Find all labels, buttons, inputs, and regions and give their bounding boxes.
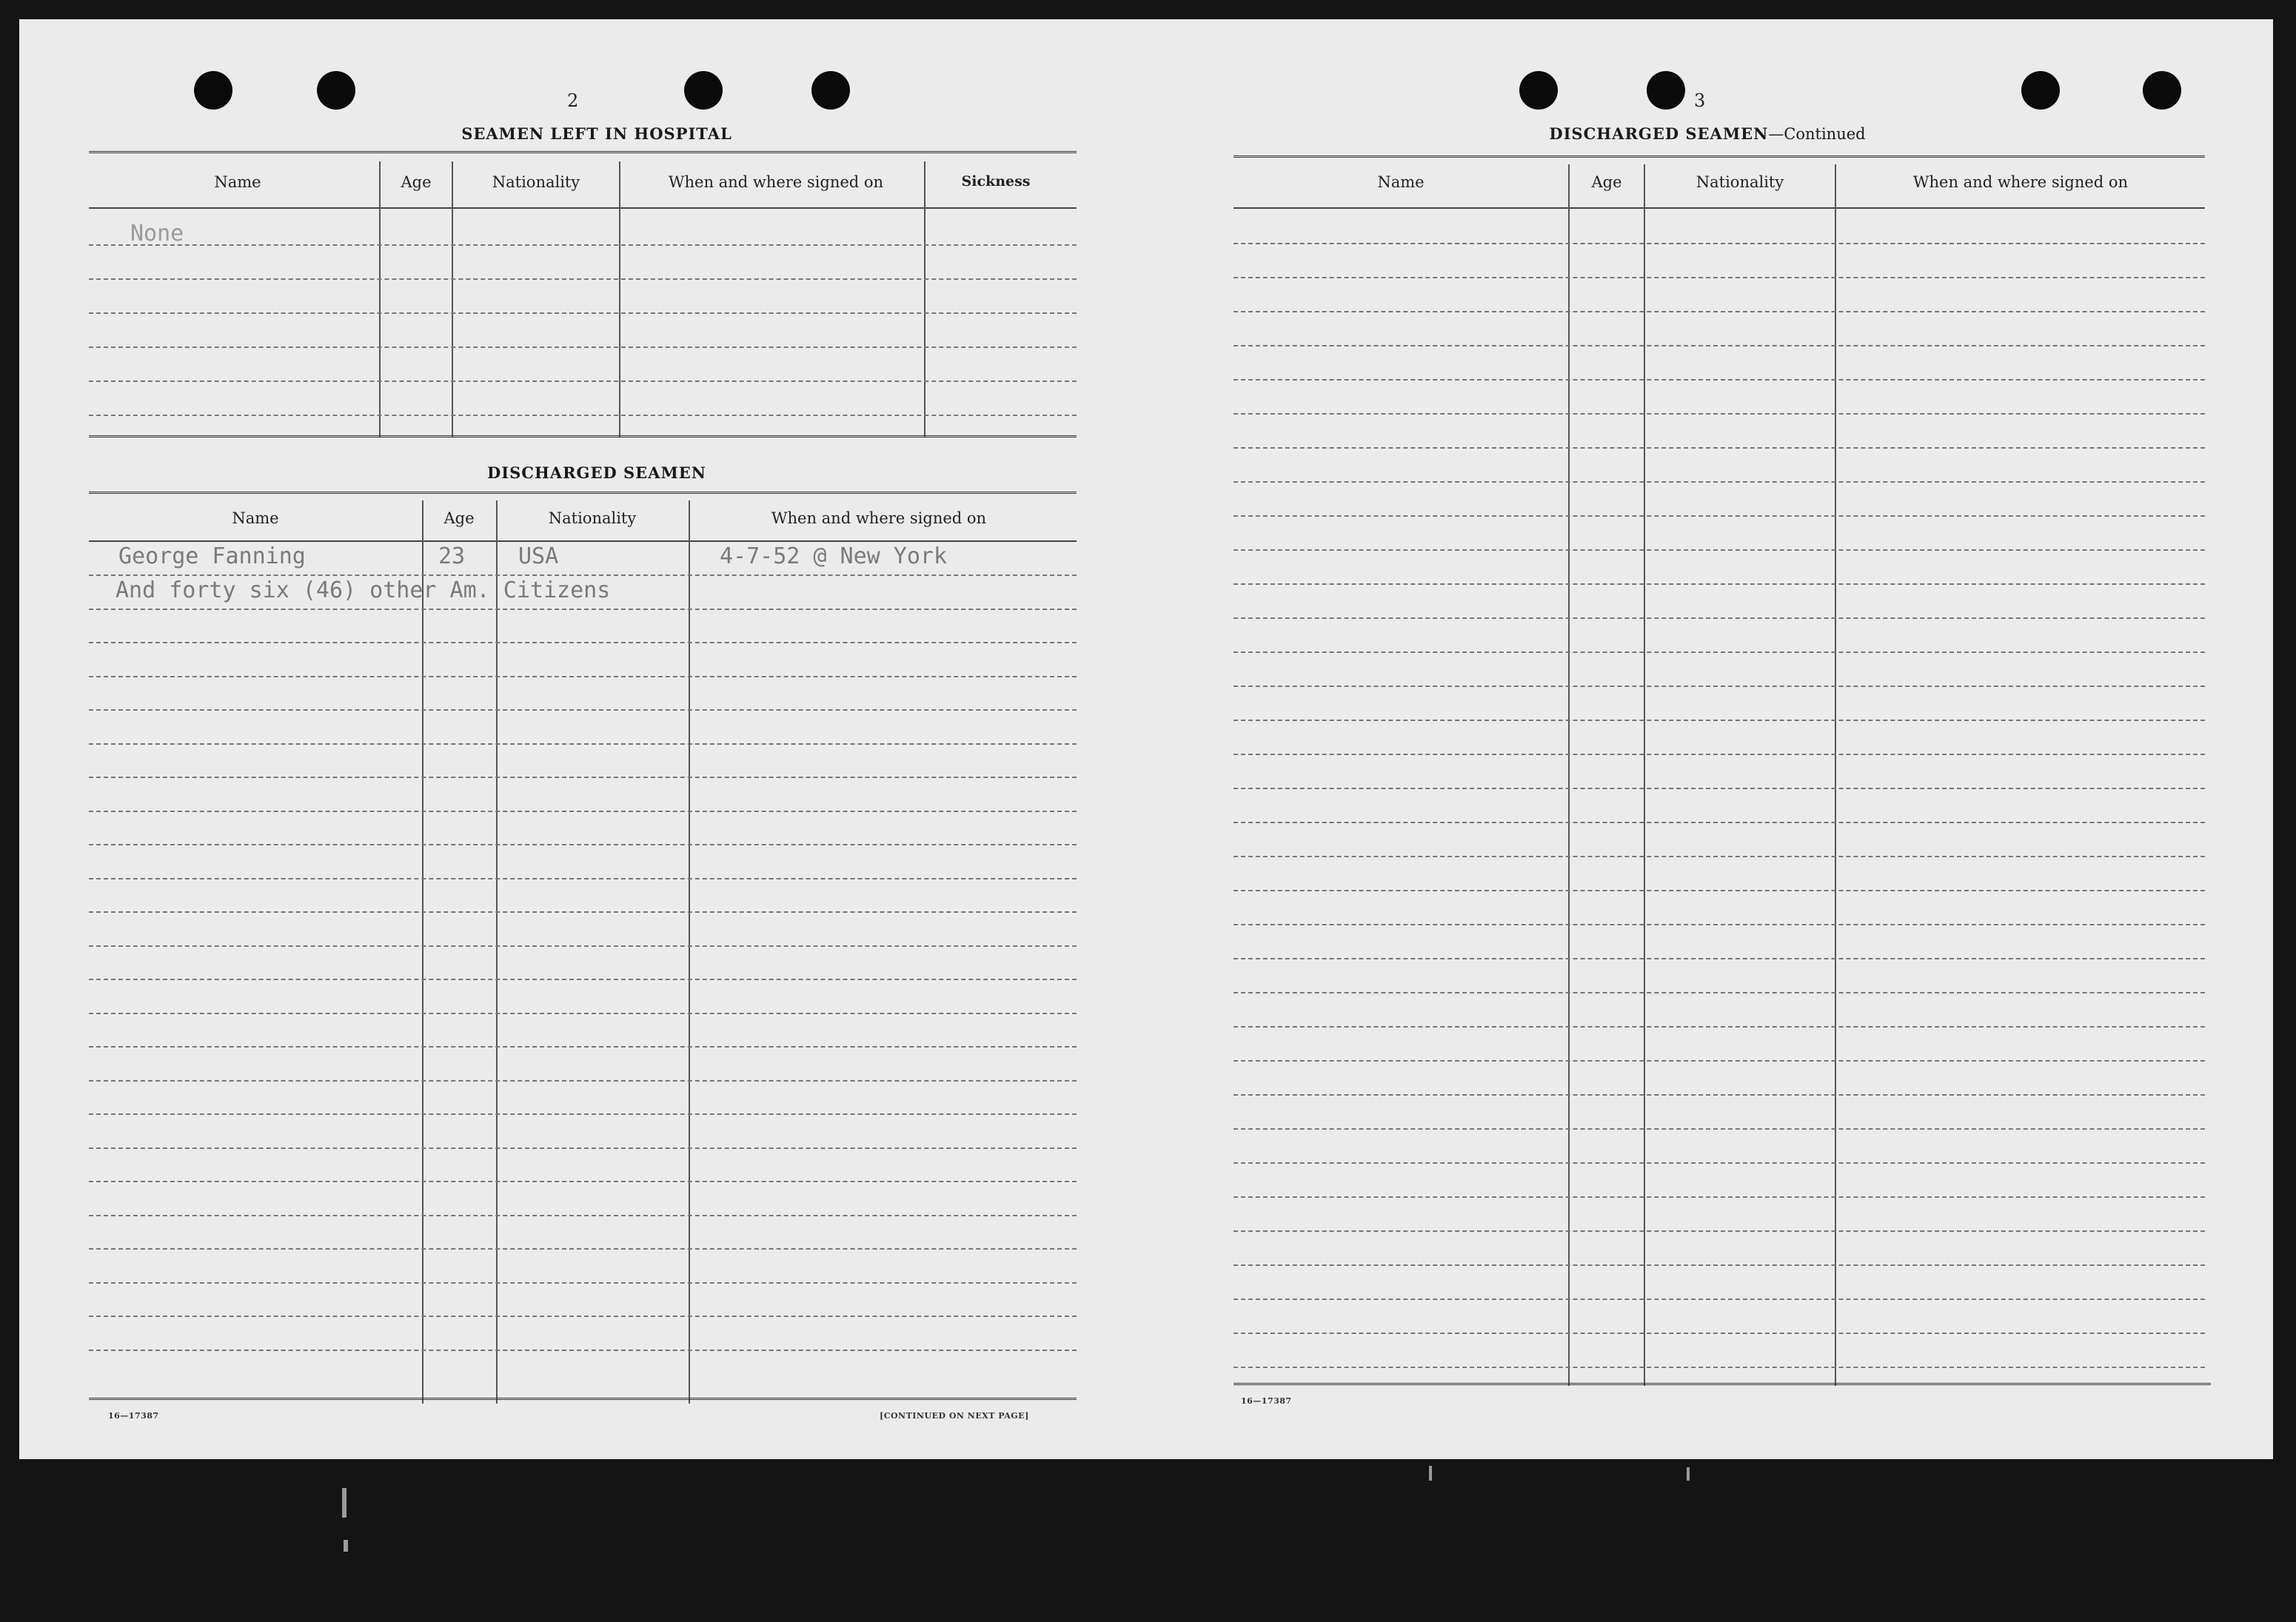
ruled-line [89, 709, 1077, 711]
ruled-line [1234, 1367, 2205, 1368]
discharged-column-divider [689, 500, 690, 1404]
ruled-line [1234, 720, 2205, 721]
hospital-top-rule [89, 151, 1077, 155]
ruled-line [89, 574, 1077, 576]
ruled-line [89, 1046, 1077, 1048]
punch-hole [2143, 71, 2181, 110]
ruled-line [89, 1013, 1077, 1014]
continued-section-title [1219, 124, 2196, 143]
ruled-line [1234, 583, 2205, 585]
ledger-spread [19, 19, 2273, 1459]
ruled-line [1234, 549, 2205, 551]
discharged-column-divider [496, 500, 498, 1404]
right-column-divider [1568, 164, 1570, 1386]
ruled-line [1234, 856, 2205, 857]
ruled-line [1234, 992, 2205, 993]
right-header-signed-on: When and where signed on [1912, 173, 2129, 191]
hospital-column-divider [452, 161, 453, 437]
hospital-header-nationality: Nationality [492, 173, 580, 191]
ruled-line [89, 777, 1077, 778]
ruled-line [1234, 651, 2205, 653]
ruled-line [1234, 1264, 2205, 1266]
ruled-line [1234, 788, 2205, 789]
page-number: 2 [567, 90, 579, 111]
left-bottom-rule [89, 1398, 1077, 1402]
ruled-line [1234, 1094, 2205, 1096]
hospital-bottom-rule [89, 435, 1077, 440]
ruled-line [1234, 822, 2205, 823]
hospital-column-divider [924, 161, 926, 437]
background-speck [1687, 1467, 1690, 1481]
ruled-line [89, 1248, 1077, 1250]
seaman-signed-on: 4-7-52 @ New York [720, 543, 948, 569]
punch-hole [811, 71, 850, 110]
seaman-nationality: USA [518, 543, 559, 569]
ruled-line [89, 1316, 1077, 1317]
ruled-line [89, 1181, 1077, 1182]
discharged-header-age: Age [444, 509, 475, 527]
background-speck [344, 1540, 348, 1552]
hospital-column-divider [619, 161, 620, 437]
hospital-column-divider [379, 161, 381, 437]
discharged-header-rule [89, 540, 1077, 542]
hospital-row-line [89, 381, 1077, 382]
ruled-line [1234, 958, 2205, 959]
right-form-number: 16—17387 [1241, 1396, 1292, 1406]
seaman-age: 23 [438, 543, 466, 569]
ruled-line [1234, 1060, 2205, 1062]
ruled-line [89, 1215, 1077, 1216]
right-top-rule [1234, 155, 2205, 160]
discharged-column-divider [422, 500, 424, 1404]
right-bottom-rule [1234, 1383, 2211, 1387]
right-column-divider [1644, 164, 1645, 1386]
discharged-top-rule [89, 492, 1077, 496]
seaman-note: And forty six (46) other Am. Citizens [116, 577, 611, 603]
punch-hole [194, 71, 232, 110]
punch-hole [1519, 71, 1558, 110]
right-header-name: Name [1377, 173, 1425, 191]
ruled-line [89, 743, 1077, 745]
ruled-line [1234, 311, 2205, 312]
ruled-line [1234, 379, 2205, 381]
hospital-header-age: Age [401, 173, 432, 191]
ruled-line [89, 609, 1077, 610]
discharged-header-name: Name [232, 509, 279, 527]
ruled-line [89, 1080, 1077, 1082]
ruled-line [1234, 924, 2205, 925]
ruled-line [1234, 481, 2205, 483]
hospital-row-line [89, 415, 1077, 416]
ruled-line [1234, 1333, 2205, 1334]
hospital-header-sickness: Sickness [961, 173, 1031, 190]
seaman-name: George Fanning [118, 543, 306, 569]
ruled-line [89, 945, 1077, 947]
discharged-section-title: DISCHARGED SEAMEN [487, 463, 706, 482]
discharged-header-nationality: Nationality [548, 509, 637, 527]
continued-title-main: DISCHARGED SEAMEN [1549, 124, 1769, 143]
hospital-row-line [89, 278, 1077, 280]
left-form-number: 16—17387 [108, 1411, 159, 1421]
right-header-rule [1234, 207, 2205, 209]
hospital-row-line [89, 346, 1077, 348]
ruled-line [89, 844, 1077, 845]
ruled-line [89, 811, 1077, 812]
hospital-header-rule [89, 207, 1077, 209]
ruled-line [1234, 686, 2205, 687]
hospital-entry-text: None [130, 221, 184, 247]
ruled-line [89, 1350, 1077, 1351]
punch-hole [684, 71, 723, 110]
ruled-line [1234, 277, 2205, 278]
background-speck [342, 1488, 347, 1518]
right-header-nationality: Nationality [1696, 173, 1784, 191]
ruled-line [1234, 1196, 2205, 1198]
right-column-divider [1835, 164, 1836, 1386]
ruled-line [1234, 1230, 2205, 1232]
hospital-header-name: Name [214, 173, 261, 191]
hospital-row-line [89, 244, 1077, 246]
ruled-line [89, 1282, 1077, 1284]
ruled-line [1234, 1128, 2205, 1130]
hospital-header-signed-on: When and where signed on [668, 173, 884, 191]
punch-hole [317, 71, 355, 110]
ruled-line [1234, 515, 2205, 517]
ruled-line [1234, 447, 2205, 449]
ruled-line [89, 676, 1077, 677]
punch-hole [1647, 71, 1685, 110]
hospital-section-title: SEAMEN LEFT IN HOSPITAL [461, 124, 732, 143]
ruled-line [89, 911, 1077, 913]
ruled-line [1234, 1026, 2205, 1028]
continued-title-suffix: —Continued [1768, 125, 1866, 143]
ruled-line [89, 1113, 1077, 1115]
hospital-row-line [89, 312, 1077, 314]
discharged-header-signed-on: When and where signed on [771, 509, 987, 527]
background-speck [1429, 1466, 1432, 1481]
right-header-age: Age [1591, 173, 1622, 191]
ruled-line [1234, 413, 2205, 415]
ruled-line [89, 1147, 1077, 1149]
continued-note: [CONTINUED ON NEXT PAGE] [880, 1411, 1029, 1421]
ruled-line [1234, 345, 2205, 346]
ruled-line [1234, 890, 2205, 891]
ruled-line [1234, 754, 2205, 755]
punch-hole [2021, 71, 2060, 110]
ruled-line [89, 642, 1077, 643]
ruled-line [89, 979, 1077, 980]
ruled-line [1234, 1298, 2205, 1300]
ruled-line [89, 878, 1077, 879]
page-number: 3 [1694, 90, 1706, 111]
ruled-line [1234, 617, 2205, 619]
ruled-line [1234, 243, 2205, 244]
ruled-line [1234, 1162, 2205, 1164]
